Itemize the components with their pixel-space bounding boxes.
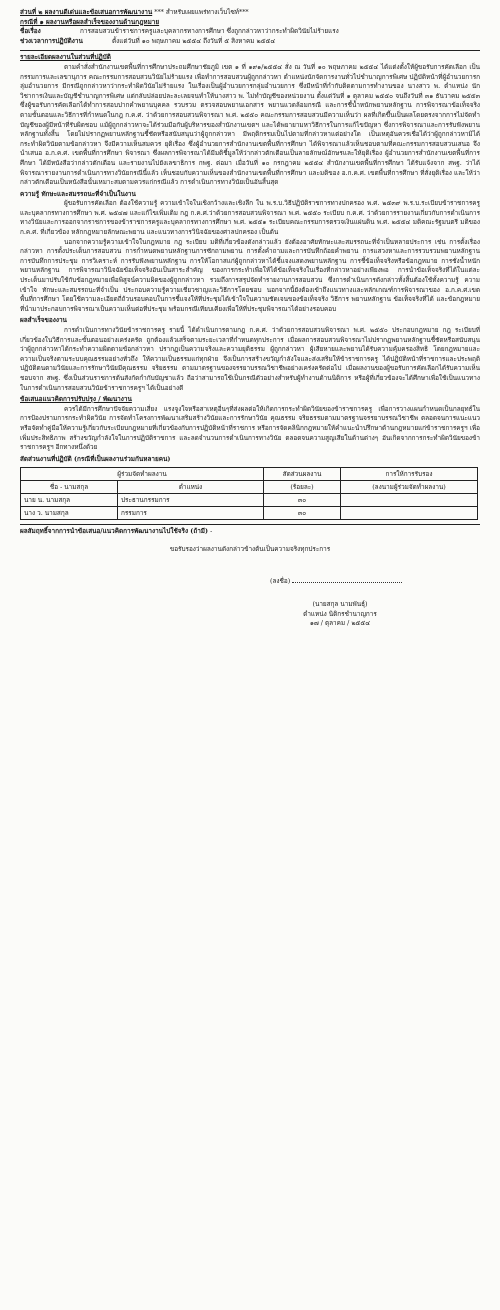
period-label: ช่วงเวลาการปฏิบัติงาน [20,36,83,45]
row-position: ประธานกรรมการ [118,494,264,507]
row-ratio: ๓๐ [264,494,341,507]
share-header-row [21,468,478,481]
benefit-title: ผลสัมฤทธิ์จากการนำข้อเสนอ/แนวคิดการพัฒนางานไปใช้จริง (ถ้ามี) [20,527,209,536]
share-subheader-row [21,481,478,494]
subject-value: การสอบสวนข้าราชการครูและบุคลากรทางการศึกษา ซึ่งถูกกล่าวหาว่ากระทำผิดวินัยไม่ร้ายแรง [80,27,339,36]
knowledge-paragraph-2: นอกจากความรู้ความเข้าใจในกฎหมาย กฎ ระเบียบ มติที่เกี่ยวข้องดังกล่าวแล้ว ยังต้องอาศัยทักษะและสมรรถนะที่จำเป็นหลายประการ เช่น การตั้งเรื่องกล่าวหา การตั้งประเด็นการสอบสวน การกำหนดพยานหลักฐานการซักถามพยาน การตั้งคำถามและการบันทึกถ้อยคำพยาน การแสวงหาและการรวบรวมพยานหลักฐาน การบันทึกการประชุม การวิเคราะห์ การรับฟังพยานหลักฐาน การให้โอกาสแก่ผู้ถูกกล่าวหาได้ชี้แจงแสดงพยานหลักฐาน การชี้ข้อเท็จจริงหรือข้อกฎหมาย การชั่งน้ำหนักพยานหลักฐาน การพิจารณาวินิจฉัยข้อเท็จจริงอันเป็นสาระสำคัญ ของการกระทำเพื่อให้ได้ข้อเท็จจริงในเรื่องที่กล่าวหาอย่างเพียงพอ การนำข้อเท็จจริงที่ได้ในแต่ละประเด็นมาปรับใช้กับข้อกฎหมายเพื่อพิสูจน์ความผิดของผู้ถูกกล่าวหา รวมถึงการสรุปจัดทำรายงานการสอบสวน ซึ่งการดำเนินการดังกล่าวทั้งสิ้นต้องใช้ทั้งความรู้ ความเข้าใจ ทักษะและสมรรถนะที่จำเป็น ประกอบความรู้ความเชี่ยวชาญและวิธีการโดยชอบ นอกจากนี้ยังต้องเข้าถึงแนวทางและหลักเกณฑ์การพิจารณาของ อ.ก.ค.ศ.เขตพื้นที่การศึกษา โดยใช้ความละเอียดถี่ถ้วนรอบคอบในการชี้แจงให้ที่ประชุมได้เข้าใจในความชัดเจนของข้อเท็จจริง วิธีการ พยานหลักฐาน ข้อเท็จจริงที่ได้ และข้อกฎหมายที่นำมาประกอบการพิจารณาเป็นความเห็นต่อที่ประชุม พร้อมกรณีเทียบเคียงเพื่อให้ที่ประชุมพิจารณาได้อย่างรอบคอบ [20,237,480,313]
table-divider [20,524,480,525]
row-cert [341,507,478,520]
col-cert: การให้การรับรอง [341,468,478,481]
header-divider [20,50,480,51]
signer-position: ตำแหน่ง นิติกรชำนาญการ [303,609,377,618]
share-table [20,467,478,520]
sign-date: ๑๗ / ตุลาคม / ๒๕๕๔ [309,619,371,628]
knowledge-title: ความรู้ ทักษะและสมรรถนะที่จำเป็นในงาน [20,189,136,198]
sign-label: (ลงชื่อ) [270,576,291,585]
knowledge-paragraph-1: ผู้ขอรับการคัดเลือก ต้องใช้ความรู้ ความเข้าใจในเชิงกว้างและเชิงลึก ใน พ.ร.บ.วิธีปฏิบัติราชการทางปกครอง พ.ศ. ๒๕๓๙ พ.ร.บ.ระเบียบข้าราชการครูและบุคลากรทางการศึกษา พ.ศ. ๒๕๔๗ และแก้ไขเพิ่มเติม กฎ ก.ค.ศ.ว่าด้วยการสอบสวนพิจารณา พ.ศ. ๒๕๕๐ ระเบียบ ก.ค.ศ. ว่าด้วยการรายงานเกี่ยวกับการดำเนินการทางวินัยและการออกจากราชการของข้าราชการครูและบุคลากรทางการศึกษา พ.ศ. ๒๕๕๑ ระเบียบคณะกรรมการตรวจเงินแผ่นดิน พ.ศ. ๒๕๕๔ มติคณะรัฐมนตรี มติของ ก.ค.ศ. ที่เกี่ยวข้อง หลักกฎหมายลักษณะพยาน และแนวทางการวินิจฉัยของศาลปกครอง เป็นต้น [20,199,480,237]
col-ratio: สัดส่วนผลงาน [264,468,341,481]
details-paragraph: ตามคำสั่งสำนักงานเขตพื้นที่การศึกษาประถมศึกษาชัยภูมิ เขต ๑ ที่ ๑๙๑/๒๕๕๔ สั่ง ณ วันที่ ๑๐ พฤษภาคม ๒๕๕๔ ได้แต่งตั้งให้ผู้ขอรับการคัดเลือก เป็นกรรมการและเลขานุการ คณะกรรมการสอบสวนวินัยไม่ร้ายแรง เพื่อทำการสอบสวนผู้ถูกกล่าวหา ตำแหน่งนักจัดการงานทั่วไปชำนาญการพิเศษ ปฏิบัติหน้าที่ผู้อำนวยการกลุ่มอำนวยการ มีกรณีถูกกล่าวหาว่ากระทำผิดวินัยไม่ร้ายแรง ในเรื่องเป็นผู้อำนวยการกลุ่มอำนวยการ ซึ่งมีหน้าที่กำกับติดตามการทำงานของ นางสาว พ. ตำแหน่ง นักวิชาการเงินและบัญชีชำนาญการพิเศษ แต่กลับปล่อยปละละเลยจนทำให้นางสาว พ. ไม่ทำบัญชีของหน่วยงาน ตั้งแต่วันที่ ๑ ตุลาคม ๒๕๕๐ จนถึงวันที่ ๓๑ ธันวาคม ๒๕๕๓ ซึ่งผู้ขอรับการคัดเลือกได้ทำการสอบปากคำพยานบุคคล รวบรวม ตรวจสอบพยานเอกสาร พยานแวดล้อมกรณี และการชี้น้ำหนักพยานหลักฐาน การพิจารณาข้อเท็จจริง ตามขั้นตอนและวิธีการที่กำหนดในกฎ ก.ค.ศ. ว่าด้วยการสอบสวนพิจารณา พ.ศ. ๒๕๕๐ คณะกรรมการสอบสวนมีความเห็นว่า ผลที่เกิดขึ้นเป็นผลโดยตรงจากการไม่จัดทำบัญชีของผู้มีหน้าที่รับผิดชอบ แม้ผู้ถูกกล่าวหาจะได้ร่วมมือกับผู้บริหารของสำนักงานเขตฯ และได้พยายามหาวิธีการในการแก้ไขปัญหา ซึ่งการพิจารณาและการรับฟังพยานหลักฐานทั้งสิ้น โดยไม่ปรากฏพยานหลักฐานชี้ชัดหรือสนับสนุนว่าผู้ถูกกล่าวหา มีพฤติกรรมเป็นไปตามที่กล่าวหาแต่อย่างใด เป็นเหตุอันควรเชื่อได้ว่าผู้ถูกกล่าวหามิได้กระทำผิดวินัยตามข้อกล่าวหา จึงมีความเห็นสมควร ยุติเรื่อง ซึ่งผู้อำนวยการสำนักงานเขตพื้นที่การศึกษา ได้พิจารณาแล้วเห็นชอบตามที่คณะกรรมการสอบสวนเสนอ จึงนำเสนอ อ.ก.ค.ศ. เขตพื้นที่การศึกษา พิจารณา ซึ่งผลการพิจารณาได้มีมติชี้มูลให้ว่ากล่าวตักเตือนเป็นลายลักษณ์อักษรและให้ยุติเรื่อง ผู้อำนวยการสำนักงานเขตพื้นที่การศึกษา ได้มีหนังสือว่ากล่าวตักเตือน และรายงานไปยังเลขาธิการ กพฐ. ต่อมา เมื่อวันที่ ๑๐ กรกฎาคม ๒๕๕๔ สำนักงานเขตพื้นที่การศึกษา ได้รับแจ้งจาก สพฐ. ว่าได้พิจารณารายงานการดำเนินการทางวินัยกรณีนี้แล้ว เห็นชอบกับความเห็นของสำนักงานเขตพื้นที่การศึกษา และมติของ อ.ก.ค.ศ. เขตพื้นที่การศึกษา ที่สั่งยุติเรื่อง และให้ว่ากล่าวตักเตือนเป็นหนังสือนั้นเหมาะสมตามควรแก่กรณีแล้ว การดำเนินการทางวินัยเป็นอันสิ้นสุด [20,62,480,187]
row-name: นาง ว. นามสกุล [21,507,118,520]
publish-note: *** สำหรับเผยแพร่ทางเว็บไซท์*** [154,8,249,16]
subject-row [20,27,480,37]
details-title: รายละเอียดผลงานในส่วนที่ปฏิบัติ [20,53,111,62]
period-value: ตั้งแต่วันที่ ๑๐ พฤษภาคม ๒๕๕๔ ถึงวันที่ ๕ สิงหาคม ๒๕๕๔ [112,36,276,45]
col-position: ตำแหน่ง [118,481,264,494]
proposal-title: ข้อเสนอแนวคิดการปรับปรุง / พัฒนางาน [20,395,132,404]
row-ratio: ๓๐ [264,507,341,520]
result-paragraph: การดำเนินการทางวินัยข้าราชการครู รายนี้ ได้ดำเนินการตามกฎ ก.ค.ศ. ว่าด้วยการสอบสวนพิจารณา พ.ศ. ๒๕๕๐ ประกอบกฎหมาย กฎ ระเบียบที่เกี่ยวข้องในวิธีการและขั้นตอนอย่างเคร่งครัด ถูกต้องแล้วเสร็จตามระยะเวลาที่กำหนดทุกประการ เมื่อผลการสอบสวนพิจารณาไม่ปรากฏพยานหลักฐานชี้ชัดหรือสนับสนุนว่าผู้ถูกกล่าวหาได้กระทำความผิดตามข้อกล่าวหา ปรากฏเป็นความจริงและความยุติธรรม ผู้ถูกกล่าวหา ผู้เสียหายและพยานได้รับความคุ้มครองสิทธิ โดยกฎหมายและความเป็นจริงตามระบบคุณธรรมอย่างทั่วถึง ให้ความเป็นธรรมแก่ทุกฝ่าย จึงเป็นการสร้างขวัญกำลังใจและส่งเสริมให้ข้าราชการครู ได้ปฏิบัติหน้าที่ราชการและประพฤติปฏิบัติตนตามวินัยและการรักษาวินัยมีคุณธรรม จริยธรรม ตามมาตรฐานของจรรยาบรรณวิชาชีพอย่างเคร่งครัดต่อไป เมื่อผลงานของผู้ขอรับการคัดเลือกได้รับความเห็นชอบจาก สพฐ. ซึ่งเป็นส่วนราชการต้นสังกัดกำกับบัญชาแล้ว ถือว่าสามารถใช้เป็นกรณีตัวอย่างสำหรับผู้ทำงานด้านนิติการ หรือผู้ที่เกี่ยวข้องจะได้ศึกษาเพื่อใช้เป็นแนวทางในการดำเนินการสอบสวนวินัยข้าราชการครูฯ ได้เป็นอย่างดี [20,326,480,392]
benefit-value: - [210,527,213,536]
result-title: ผลสำเร็จของงาน [20,316,67,325]
signer-name: (นายสกุล นามพันธุ์) [312,600,368,609]
benefit-row [20,527,480,537]
table-row [21,494,478,507]
section-heading: ส่วนที่ ๒ ผลงานดีเด่นและข้อเสนอการพัฒนางาน [20,8,153,16]
row-position: กรรมการ [118,507,264,520]
col-cert-sub: (ลงนามผู้ร่วมจัดทำผลงาน) [341,481,478,494]
share-title: สัดส่วนงานที่ปฏิบัติ (กรณีที่เป็นผลงานร่วมกันหลายคน) [20,454,171,463]
subject-label: ชื่อเรื่อง [20,27,41,36]
case-title: กรณีที่ ๑ ผลงานหรือผลสำเร็จของงานด้านกฎหมาย [20,17,160,26]
proposal-paragraph: ควรได้มีการศึกษาปัจจัยความเสี่ยง แรงจูงใจหรือสาเหตุอื่นๆที่ส่งผลต่อให้เกิดการกระทำผิดวินัยของข้าราชการครู เพื่อการวางแผนกำหนดเป็นกลยุทธ์ในการป้องปรามการกระทำผิดวินัย การจัดทำโครงการพัฒนาเสริมสร้างวินัยและการรักษาวินัย คุณธรรม จริยธรรมตามมาตรฐานจรรยาบรรณวิชาชีพ ตลอดจนการแนะแนวหรือจัดทำคู่มือให้ความรู้เกี่ยวกับระเบียบกฎหมายที่เกี่ยวข้องกับการปฏิบัติหน้าที่ราชการ หรือการจัดคลินิกกฎหมายให้คำแนะนำปรึกษาด้านกฎหมายแก่ข้าราชการครูฯ เพื่อเพิ่มประสิทธิภาพ สร้างขวัญกำลังใจในการปฏิบัติราชการ และลดจำนวนการดำเนินการทางวินัย ตลอดจนความสูญเสียในด้านต่างๆ อันเกิดจากการกระทำผิดวินัยของข้าราชการครูฯ อีกทางหนึ่งด้วย [20,404,480,452]
col-participants: ผู้ร่วมจัดทำผลงาน [21,468,264,481]
row-cert [341,494,478,507]
col-name: ชื่อ - นามสกุล [21,481,118,494]
table-row [21,507,478,520]
period-row [20,37,480,47]
col-ratio-unit: (ร้อยละ) [264,481,341,494]
row-name: นาย น. นามสกุล [21,494,118,507]
signature-block [240,577,440,629]
document-header [20,8,480,18]
certify-statement: ขอรับรองว่าผลงานดังกล่าวข้างต้นเป็นความจริงทุกประการ [169,544,331,553]
